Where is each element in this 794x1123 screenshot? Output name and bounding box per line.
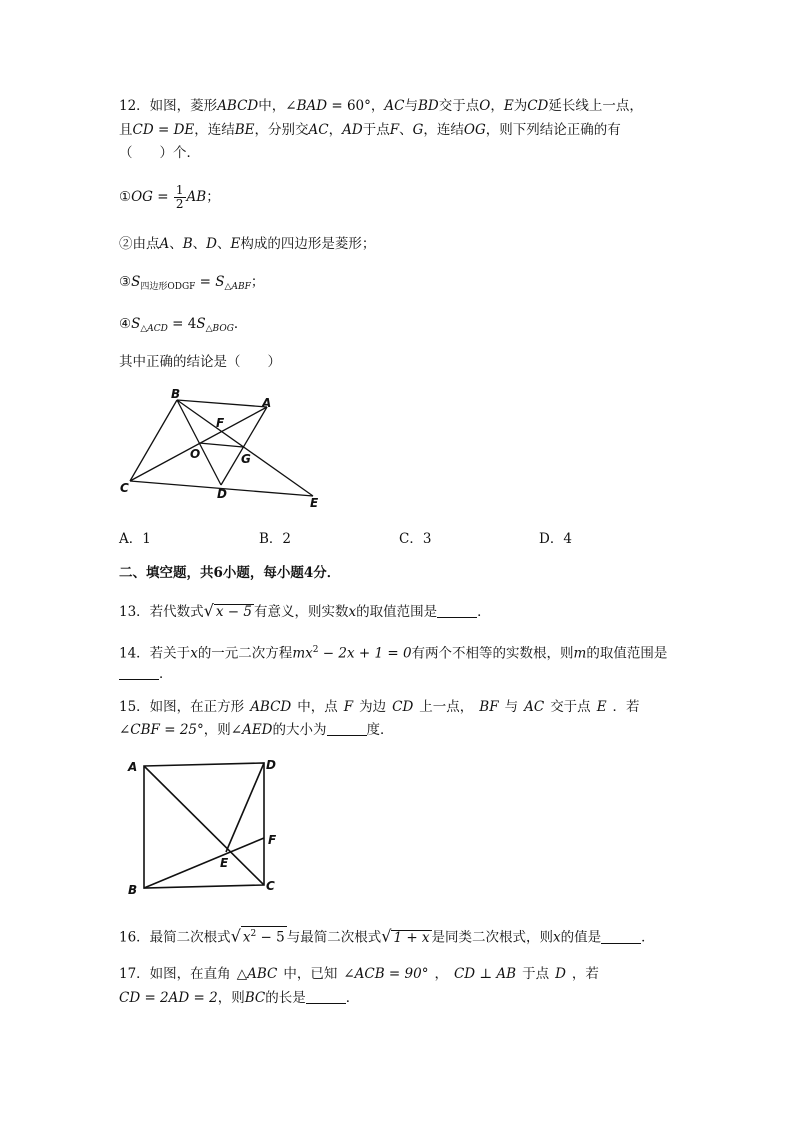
q14-line2: ． [119, 664, 173, 684]
q12-which-correct: 其中正确的结论是（ ） [119, 354, 281, 370]
answer-blank [327, 721, 367, 736]
q16: 16．最简二次根式√ $x^2 - 5$ 与最简二次根式√ 1 + x 是同类二次根式，则x的值是 ． [119, 926, 655, 946]
q17-line1: 17．如图，在直角 △ABC 中，已知 ∠ACB = 90° ， CD ⊥ AB 于点 D ，若 [119, 966, 599, 982]
answer-blank [437, 603, 477, 618]
label-B: B [171, 387, 181, 401]
label-F: F [268, 833, 277, 847]
label-O: O [190, 447, 201, 461]
q12-conclusion-2: ②由点A、B、D、E构成的四边形是菱形； [119, 236, 376, 252]
q14-line1: 14．若关于x的一元二次方程$mx^2 - 2x + 1 = 0$有两个不相等的实数根，则m的取值范围是 [119, 645, 668, 662]
answer-blank [119, 665, 159, 680]
q12-line2: 且CD = DE，连结BE，分别交AC，AD于点F、G，连结OG，则下列结论正确的有 [119, 122, 621, 138]
segment-BA [177, 400, 267, 407]
label-A: A [128, 760, 138, 774]
q12-line3: （ ）个． [119, 145, 200, 161]
segment-BD [177, 400, 221, 485]
segment-ED [226, 763, 264, 852]
diagonal-AC [144, 766, 264, 885]
answer-blank [306, 989, 346, 1004]
q15-line1: 15．如图，在正方形 ABCD 中，点 F 为边 CD 上一点， BF 与 AC 交于点 E ．若 [119, 699, 640, 715]
choice-c: C．3 [399, 531, 432, 547]
sqrt-icon: √ [203, 601, 214, 620]
q12-conclusion-1: ①OG = $\frac{1}{2}$ AB； [119, 183, 220, 211]
answer-blank [601, 929, 641, 944]
q12-number: 12．如图，菱形 [119, 98, 218, 114]
label-C: C [266, 879, 275, 893]
label-G: G [241, 452, 251, 466]
label-B: B [128, 883, 138, 897]
q15-line2: ∠CBF = 25°，则∠AED的大小为 度． [119, 722, 394, 738]
section-2-heading: 二、填空题，共6小题，每小题4分． [119, 565, 341, 581]
square-figure [120, 755, 290, 900]
q12-line1: 12．如图，菱形ABCD中，∠BAD = 60°，AC与BD交于点O，E为CD延长线上一点， [119, 98, 643, 114]
q12-conclusion-3: $③S_{四边形ODGF} = S_{\triangle ABF}$； [119, 274, 265, 292]
segment-OG [199, 443, 243, 447]
fraction-one-half: $\frac{1}{2}$ [175, 183, 184, 211]
q12-conclusion-4: $④S_{\triangle ACD} = 4S_{\triangle BOG}$． [119, 316, 248, 334]
label-D: D [266, 758, 276, 772]
label-C: C [120, 481, 129, 495]
sqrt-icon: √ [230, 926, 241, 946]
label-E: E [220, 856, 229, 870]
rhombus-figure [115, 385, 335, 510]
q13: 13．若代数式√ x − 5 有意义，则实数x的取值范围是 ． [119, 601, 491, 620]
segment-AC [130, 407, 267, 481]
q17-line2: CD = 2AD = 2，则BC的长是 ． [119, 990, 360, 1006]
label-A: A [262, 396, 272, 410]
segment-BF [144, 838, 264, 888]
label-E: E [310, 496, 319, 510]
label-F: F [216, 416, 225, 430]
choice-d: D．4 [539, 531, 572, 547]
label-D: D [217, 487, 227, 501]
sqrt-icon: √ [381, 926, 392, 946]
choice-b: B．2 [259, 531, 292, 547]
choice-a: A．1 [119, 531, 151, 547]
